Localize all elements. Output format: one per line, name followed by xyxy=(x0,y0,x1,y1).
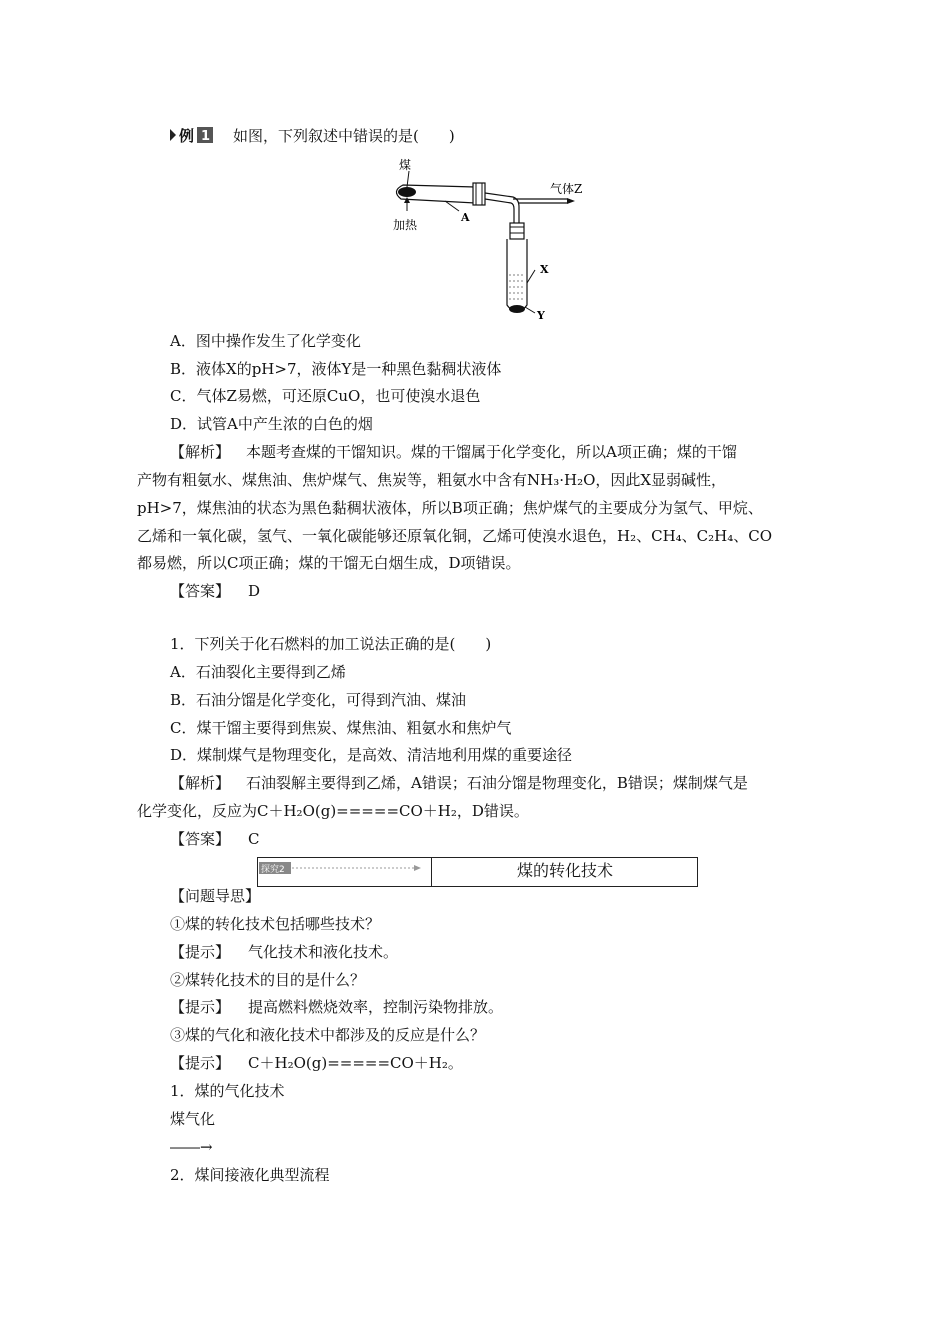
example-question: 如图，下列叙述中错误的是( ) xyxy=(233,127,455,145)
hint-tag: 【提示】 xyxy=(170,943,231,961)
label-y: Y xyxy=(537,309,545,322)
exercise-option-b: B．石油分馏是化学变化，可得到汽油、煤油 xyxy=(170,691,467,709)
exercise-question: 1．下列关于化石燃料的加工说法正确的是( ) xyxy=(170,635,492,653)
hint-tag: 【提示】 xyxy=(170,1054,231,1072)
example-badge-number: 1 xyxy=(201,129,211,144)
example-option-b: B．液体X的pH>7，液体Y是一种黑色黏稠状液体 xyxy=(170,360,502,378)
exercise-option-a: A．石油裂化主要得到乙烯 xyxy=(170,663,346,681)
example-analysis-line-2: 产物有粗氨水、煤焦油、焦炉煤气、焦炭等，粗氨水中含有NH₃·H₂O，因此X显弱碱性， xyxy=(137,471,727,489)
example-option-a: A．图中操作发生了化学变化 xyxy=(170,332,361,350)
guide-hint-1 xyxy=(170,942,398,962)
guide-question-2: ②煤转化技术的目的是什么？ xyxy=(170,971,366,989)
exercise-analysis-line-1 xyxy=(170,773,748,793)
section-banner-badge-area xyxy=(258,858,432,886)
analysis-tag: 【解析】 xyxy=(170,774,231,792)
label-gas-z: 气体Z xyxy=(550,182,583,196)
example-option-c: C．气体Z易燃，可还原CuO，也可使溴水退色 xyxy=(170,387,481,405)
coal-sample xyxy=(398,187,416,197)
analysis-text: 石油裂解主要得到乙烯，A错误；石油分馏是物理变化，B错误；煤制煤气是 xyxy=(246,774,748,792)
dry-distillation-apparatus-figure xyxy=(385,155,595,325)
exercise-option-d: D．煤制煤气是物理变化，是高效、清洁地利用煤的重要途径 xyxy=(170,746,573,764)
hint-text: 气化技术和液化技术。 xyxy=(248,943,399,961)
section-badge-label: 探究2 xyxy=(261,865,285,875)
section-badge xyxy=(258,861,430,875)
guide-question-1: ①煤的转化技术包括哪些技术？ xyxy=(170,915,381,933)
reaction-arrow: ――→ xyxy=(170,1138,213,1156)
hint-text: 提高燃料燃烧效率，控制污染物排放。 xyxy=(248,998,504,1016)
label-x: X xyxy=(540,263,549,276)
label-a: A xyxy=(461,211,470,224)
guide-hint-2 xyxy=(170,997,503,1017)
liquid-y xyxy=(509,305,525,313)
guide-question-3: ③煤的气化和液化技术中都涉及的反应是什么？ xyxy=(170,1026,486,1044)
example-analysis-line-1 xyxy=(170,442,737,462)
label-coal: 煤 xyxy=(399,158,412,172)
example-option-d: D．试管A中产生浓的白色的烟 xyxy=(170,415,373,433)
hint-text: C＋H₂O(g)=====CO＋H₂。 xyxy=(248,1054,463,1072)
point-1-sub: 煤气化 xyxy=(170,1110,216,1128)
analysis-tag: 【解析】 xyxy=(170,443,231,461)
example-analysis-line-5: 都易燃，所以C项正确；煤的干馏无白烟生成，D项错误。 xyxy=(137,554,521,572)
example-badge xyxy=(170,125,216,145)
example-analysis-line-4: 乙烯和一氧化碳，氢气、一氧化碳能够还原氧化铜，乙烯可使溴水退色，H₂、CH₄、C₂H₄、CO xyxy=(137,527,773,545)
example-badge-label: 例 xyxy=(179,127,195,145)
example-analysis-line-3: pH>7，煤焦油的状态为黑色黏稠状液体，所以B项正确；焦炉煤气的主要成分为氢气、甲烷、 xyxy=(137,499,763,517)
exercise-option-c: C．煤干馏主要得到焦炭、煤焦油、粗氨水和焦炉气 xyxy=(170,719,512,737)
label-heat: 加热 xyxy=(393,218,418,232)
answer-value: D xyxy=(248,582,261,600)
exercise-analysis-line-2: 化学变化，反应为C＋H₂O(g)=====CO＋H₂，D错误。 xyxy=(137,802,529,820)
guide-hint-3 xyxy=(170,1053,463,1073)
exercise-answer xyxy=(170,829,260,849)
guide-heading: 【问题导思】 xyxy=(170,887,261,905)
point-2-heading: 2．煤间接液化典型流程 xyxy=(170,1166,330,1184)
section-banner xyxy=(257,857,698,887)
answer-value: C xyxy=(248,830,260,848)
example-answer xyxy=(170,581,260,601)
answer-tag: 【答案】 xyxy=(170,582,231,600)
point-1-heading: 1．煤的气化技术 xyxy=(170,1082,285,1100)
answer-tag: 【答案】 xyxy=(170,830,231,848)
section-title: 煤的转化技术 xyxy=(516,861,613,880)
hint-tag: 【提示】 xyxy=(170,998,231,1016)
analysis-text: 本题考查煤的干馏知识。煤的干馏属于化学变化，所以A项正确；煤的干馏 xyxy=(246,443,737,461)
